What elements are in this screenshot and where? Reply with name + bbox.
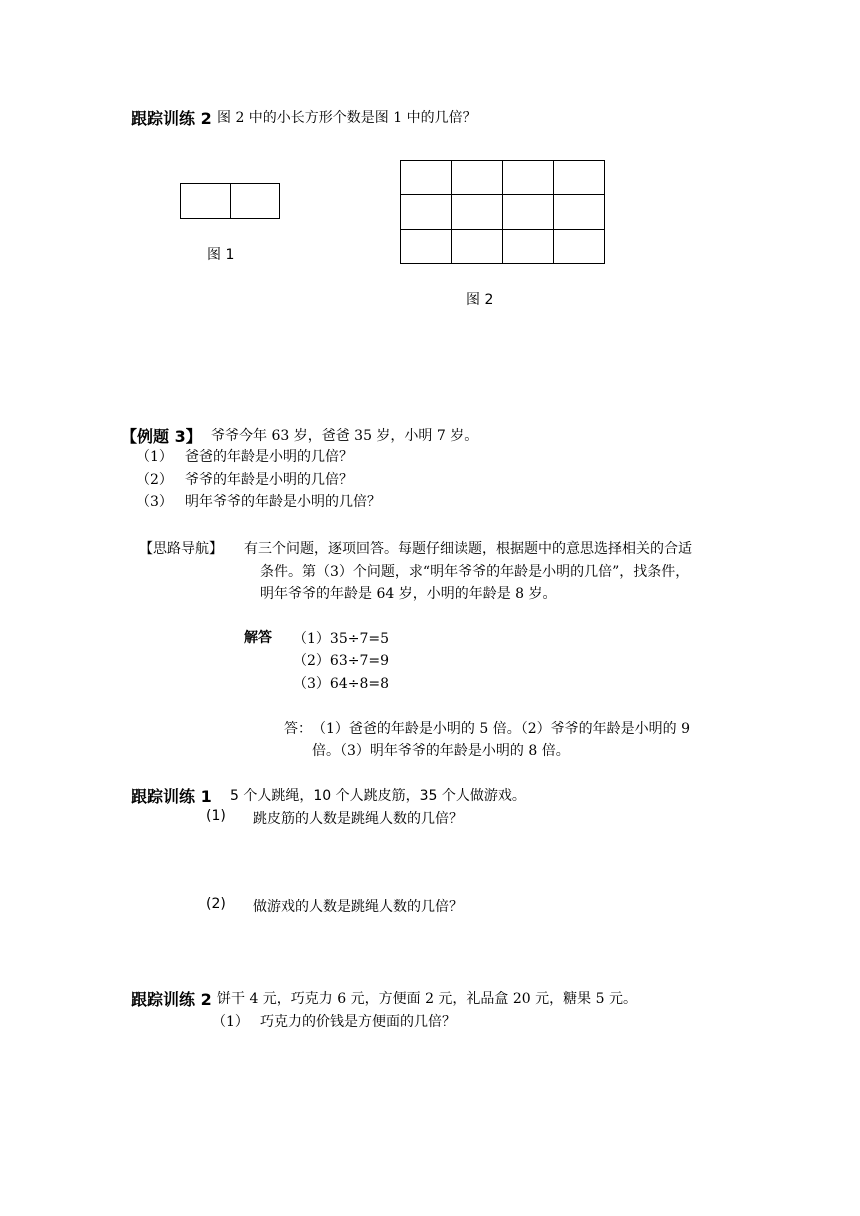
grid-cell xyxy=(554,161,605,195)
example3-q2-num: （2） xyxy=(136,472,173,488)
practice2-top-label: 跟踪训练 2 xyxy=(131,109,212,128)
grid-cell xyxy=(503,161,554,195)
answer-label: 答： xyxy=(284,721,312,737)
grid-cell xyxy=(503,229,554,263)
example3-q2-text: 爷爷的年龄是小明的几倍？ xyxy=(185,472,353,488)
guide-line-3: 明年爷爷的年龄是 64 岁，小明的年龄是 8 岁。 xyxy=(260,586,557,602)
practice1-q2-text: 做游戏的人数是跳绳人数的几倍？ xyxy=(253,899,463,915)
guide-label: 【思路导航】 xyxy=(139,541,223,557)
grid-cell xyxy=(503,195,554,229)
solution-step-1: （1）35÷7=5 xyxy=(293,631,389,647)
solution-label: 解答 xyxy=(244,630,272,646)
grid-cell xyxy=(452,161,503,195)
practice2-bottom-q1-text: 巧克力的价钱是方便面的几倍？ xyxy=(260,1014,456,1030)
grid-cell xyxy=(452,195,503,229)
example3-q3-text: 明年爷爷的年龄是小明的几倍？ xyxy=(185,494,381,510)
grid-cell xyxy=(554,229,605,263)
grid-cell xyxy=(401,195,452,229)
grid-cell xyxy=(181,184,231,219)
practice1-q1-text: 跳皮筋的人数是跳绳人数的几倍？ xyxy=(253,811,463,827)
example3-q1-text: 爸爸的年龄是小明的几倍？ xyxy=(185,449,353,465)
practice1-q2-num: (2) xyxy=(206,896,226,912)
answer-line-2: 倍。（3）明年爷爷的年龄是小明的 8 倍。 xyxy=(312,743,570,759)
practice1-text: 5 个人跳绳，10 个人跳皮筋，35 个人做游戏。 xyxy=(230,788,526,804)
example3-text: 爷爷今年 63 岁，爸爸 35 岁，小明 7 岁。 xyxy=(211,428,479,444)
practice2-bottom-q1-num: （1） xyxy=(212,1014,249,1030)
grid-cell xyxy=(554,195,605,229)
example3-label: 【例题 3】 xyxy=(121,427,202,446)
figure-1-caption: 图 1 xyxy=(207,247,235,263)
practice2-top-text: 图 2 中的小长方形个数是图 1 中的几倍？ xyxy=(217,110,477,126)
guide-line-2: 条件。第（3）个问题，求“明年爷爷的年龄是小明的几倍”，找条件， xyxy=(260,564,690,580)
figure-2-grid xyxy=(400,160,605,264)
practice2-bottom-text: 饼干 4 元，巧克力 6 元，方便面 2 元，礼品盒 20 元，糖果 5 元。 xyxy=(217,991,637,1007)
grid-cell xyxy=(230,184,280,219)
answer-line-1: （1）爸爸的年龄是小明的 5 倍。（2）爷爷的年龄是小明的 9 xyxy=(312,721,690,737)
solution-step-3: （3）64÷8=8 xyxy=(293,676,389,692)
practice1-q1-num: (1) xyxy=(206,808,226,824)
solution-step-2: （2）63÷7=9 xyxy=(293,653,389,669)
guide-line-1: 有三个问题，逐项回答。每题仔细读题，根据题中的意思选择相关的合适 xyxy=(244,541,692,557)
grid-cell xyxy=(401,229,452,263)
example3-q3-num: （3） xyxy=(136,494,173,510)
figure-1-grid xyxy=(180,183,280,219)
practice1-label: 跟踪训练 1 xyxy=(131,787,212,806)
example3-q1-num: （1） xyxy=(136,449,173,465)
grid-cell xyxy=(452,229,503,263)
grid-cell xyxy=(401,161,452,195)
practice2-bottom-label: 跟踪训练 2 xyxy=(131,990,212,1009)
figure-2-caption: 图 2 xyxy=(466,292,494,308)
